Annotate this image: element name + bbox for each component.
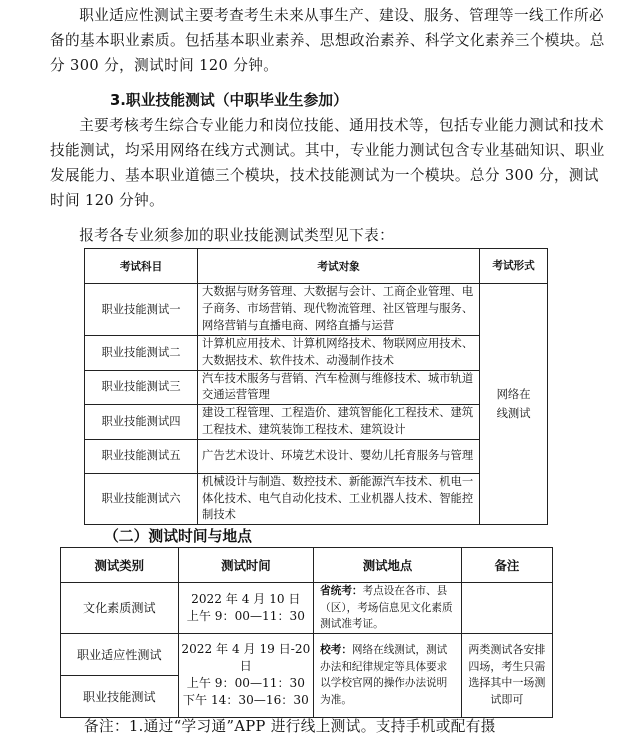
header-note: 备注 [461, 548, 552, 583]
target-cell: 汽车技术服务与营销、汽车检测与维修技术、城市轨道交通运营管理 [198, 370, 480, 405]
location-cell [314, 633, 462, 717]
header-target: 考试对象 [198, 249, 480, 284]
subject-cell: 职业技能测试六 [85, 473, 198, 524]
note-cell-empty [461, 583, 552, 634]
table-row [61, 583, 553, 634]
table-row [85, 405, 548, 440]
location-text: 网络在线测试，测试办法和纪律规定等具体要求以学校官网的操作办法说明为准。 [320, 644, 448, 706]
section-3-heading: 3.职业技能测试（中职毕业生参加） [110, 92, 348, 109]
target-cell: 计算机应用技术、计算机网络技术、物联网应用技术、大数据技术、软件技术、动漫制作技术 [198, 336, 480, 371]
intro-paragraph: 职业适应性测试主要考查考生未来从事生产、建设、服务、管理等一线工作所必备的基本职业素质。包括基本职业素养、思想政治素养、科学文化素养三个模块。总分 300 分，测试时间 120 分钟。 [50, 7, 605, 74]
subject-cell: 职业技能测试四 [85, 405, 198, 440]
location-text: 考点设在各市、县（区），考场信息见文化素质测试准考证。 [320, 585, 453, 630]
table-row [85, 336, 548, 371]
type-cell: 职业技能测试 [61, 675, 179, 717]
section-3-paragraph: 主要考核考生综合专业能力和岗位技能、通用技术等，包括专业能力测试和技术技能测试，均采用网络在线方式测试。其中，专业能力测试包含专业基础知识、职业发展能力、基本职业道德三个模块，技术技能测试为一个模块。总分 300 分，测试时间 120 分钟。 [50, 117, 605, 209]
subject-cell: 职业技能测试一 [85, 284, 198, 336]
table-header-row [61, 548, 553, 583]
header-location: 测试地点 [314, 548, 462, 583]
table-row [85, 473, 548, 524]
form-cell: 网络在线测试 [480, 284, 548, 525]
table-row [85, 439, 548, 473]
time-text: 上午 9：00—11：30 [186, 676, 305, 690]
table-header-row [85, 249, 548, 284]
target-cell: 机械设计与制造、数控技术、新能源汽车技术、机电一体化技术、电气自动化技术、工业机器人技术、智能控制技术 [198, 473, 480, 524]
location-cell [314, 583, 462, 634]
location-label: 省统考： [320, 585, 363, 597]
section-2-heading: （二）测试时间与地点 [104, 528, 252, 545]
table-intro-text: 报考各专业须参加的职业技能测试类型见下表： [79, 227, 395, 244]
subject-cell: 职业技能测试三 [85, 370, 198, 405]
target-cell: 广告艺术设计、环境艺术设计、婴幼儿托育服务与管理 [198, 439, 480, 473]
header-type: 测试类别 [61, 548, 179, 583]
time-text: 上午 9：00—11：30 [186, 608, 305, 623]
table-row [85, 284, 548, 336]
target-cell: 建设工程管理、工程造价、建筑智能化工程技术、建筑工程技术、建筑装饰工程技术、建筑设计 [198, 405, 480, 440]
date-text: 2022 年 4 月 10 日 [191, 591, 301, 606]
type-cell: 文化素质测试 [61, 583, 179, 634]
header-form: 考试形式 [480, 249, 548, 284]
type-cell: 职业适应性测试 [61, 633, 179, 675]
table-row [61, 633, 553, 675]
time-text: 下午 14：30—16：30 [182, 693, 309, 707]
skills-test-table [84, 248, 548, 525]
schedule-table [60, 547, 553, 718]
date-text: 2022 年 4 月 19 日-20 日 [181, 642, 311, 673]
header-subject: 考试科目 [85, 249, 198, 284]
target-cell: 大数据与财务管理、大数据与会计、工商企业管理、电子商务、市场营销、现代物流管理、社区管理与服务、网络营销与直播电商、网络直播与运营 [198, 284, 480, 336]
note-cell: 两类测试各安排四场，考生只需选择其中一场测试即可 [461, 633, 552, 717]
time-cell [178, 583, 314, 634]
subject-cell: 职业技能测试五 [85, 439, 198, 473]
subject-cell: 职业技能测试二 [85, 336, 198, 371]
time-cell [178, 633, 314, 717]
table-row [85, 370, 548, 405]
footnote-text: 备注：1.通过“学习通”APP 进行线上测试。支持手机或配有摄 [84, 718, 496, 735]
header-time: 测试时间 [178, 548, 314, 583]
location-label: 校考： [320, 644, 352, 656]
